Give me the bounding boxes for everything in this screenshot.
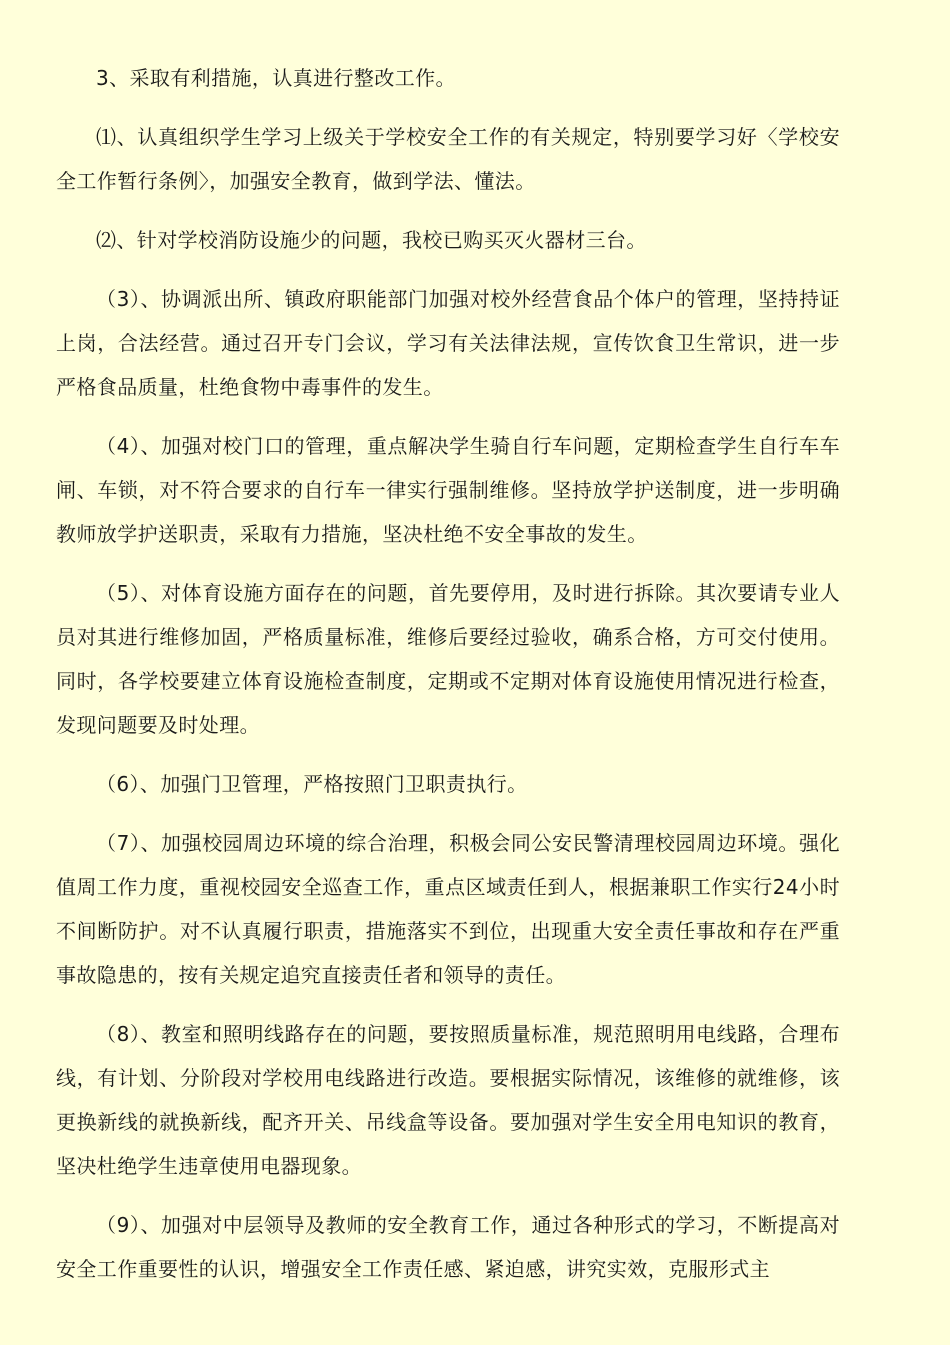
section-heading: 3、采取有利措施，认真进行整改工作。: [96, 66, 456, 90]
paragraph-item-4: （4）、加强对校门口的管理，重点解决学生骑自行车问题，定期检查学生自行车车闸、车锁，对不符合要求的自行车一律实行强制维修。坚持放学护送制度，进一步明确教师放学护送职责，采取有力措施，坚决杜绝不安全事故的发生。: [56, 434, 840, 546]
paragraph-item-9: （9）、加强对中层领导及教师的安全教育工作，通过各种形式的学习，不断提高对安全工作重要性的认识，增强安全工作责任感、紧迫感，讲究实效，克服形式主: [56, 1213, 840, 1281]
paragraph-item-8: （8）、教室和照明线路存在的问题，要按照质量标准，规范照明用电线路，合理布线，有计划、分阶段对学校用电线路进行改造。要根据实际情况，该维修的就维修，该更换新线的就换新线，配齐开关、吊线盒等设备。要加强对学生安全用电知识的教育，坚决杜绝学生违章使用电器现象。: [56, 1022, 840, 1178]
paragraph-item-2: ⑵、针对学校消防设施少的问题，我校已购买灭火器材三台。: [96, 228, 647, 252]
paragraph-item-3: （3）、协调派出所、镇政府职能部门加强对校外经营食品个体户的管理，坚持持证上岗，合法经营。通过召开专门会议，学习有关法律法规，宣传饮食卫生常识，进一步严格食品质量，杜绝食物中毒事件的发生。: [56, 287, 840, 399]
paragraph-item-7: （7）、加强校园周边环境的综合治理，积极会同公安民警清理校园周边环境。强化值周工作力度，重视校园安全巡查工作，重点区域责任到人，根据兼职工作实行24小时不间断防护。对不认真履行职责，措施落实不到位，出现重大安全责任事故和存在严重事故隐患的，按有关规定追究直接责任者和领导的责任。: [56, 831, 840, 987]
paragraph-item-5: （5）、对体育设施方面存在的问题，首先要停用，及时进行拆除。其次要请专业人员对其进行维修加固，严格质量标准，维修后要经过验收，确系合格，方可交付使用。同时，各学校要建立体育设施检查制度，定期或不定期对体育设施使用情况进行检查，发现问题要及时处理。: [56, 581, 840, 737]
document-page: [56, 56, 840, 1306]
paragraph-item-6: （6）、加强门卫管理，严格按照门卫职责执行。: [96, 772, 528, 796]
paragraph-item-1: ⑴、认真组织学生学习上级关于学校安全工作的有关规定，特别要学习好〈学校安全工作暂行条例〉，加强安全教育，做到学法、懂法。: [56, 125, 840, 193]
